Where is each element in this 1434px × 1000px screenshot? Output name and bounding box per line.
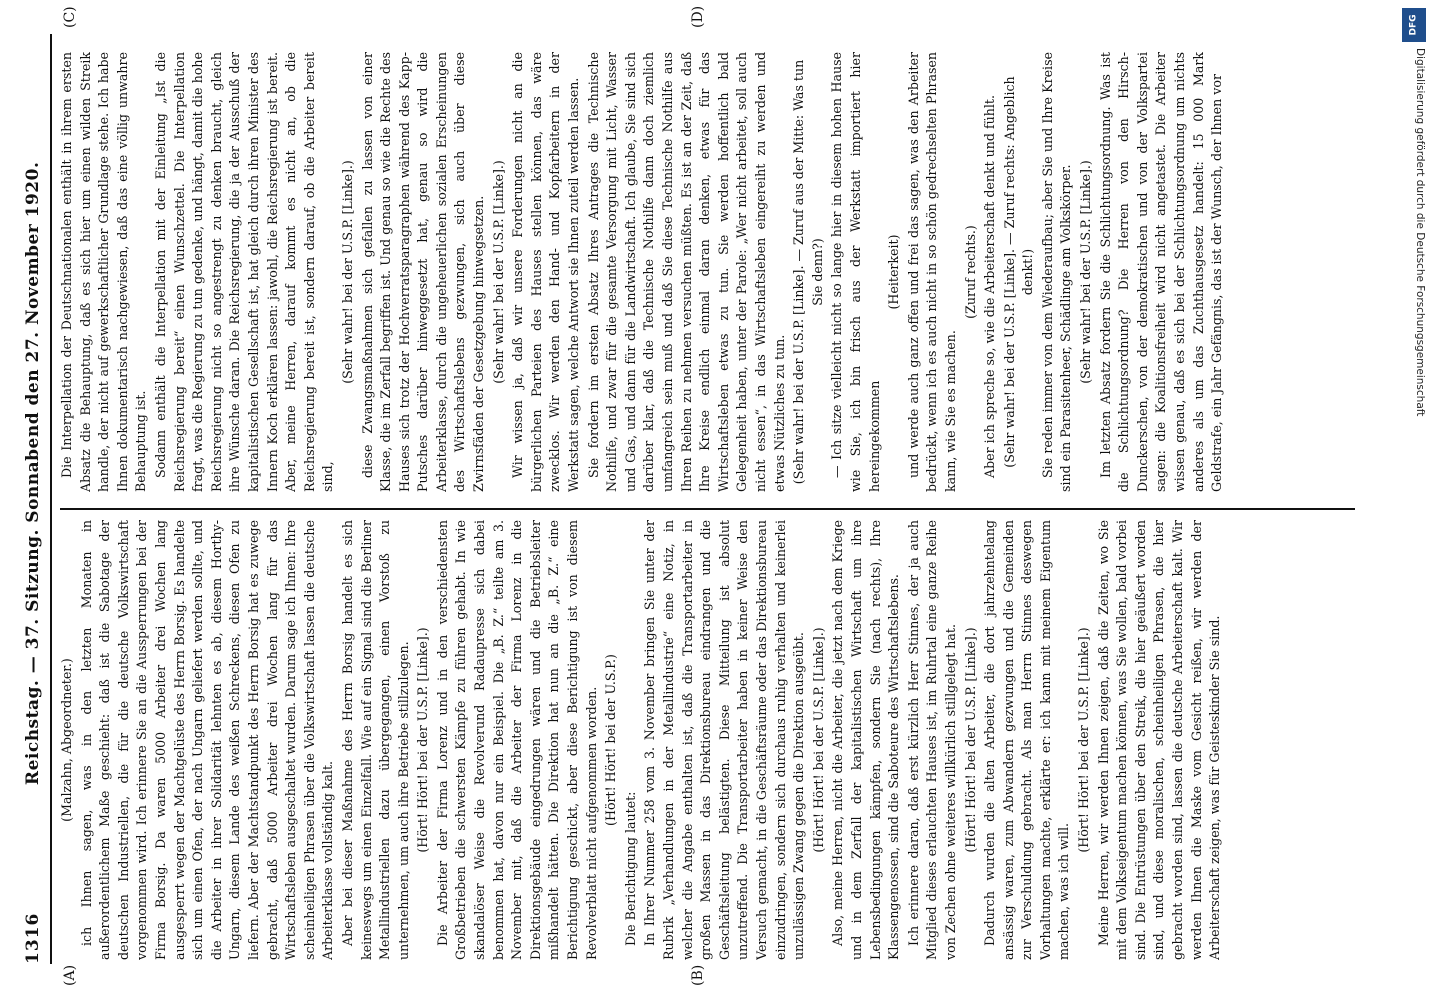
paragraph: Sie reden immer von dem Wiederaufbau; aber Sie und Ihre Kreise sind ein Parasitenheer, Schädlinge am Volkskörper. xyxy=(1039,52,1074,492)
page-header xyxy=(18,34,48,964)
margin-mark-b: (B) xyxy=(690,964,706,986)
paragraph: Meine Herren, wir werden Ihnen zeigen, daß die Zeiten, wo Sie mit dem Volkseigentum machen können, was Sie wollen, bald vorbei sind. Die Entrüstungen über den Streik, die hier geäußert worden sind, und diese moralischen, scheinheiligen Phrasen, die hier gebracht worden sind, lassen die deutsche Arbeiterschaft kalt. Wir werden Ihnen die Maske vom Gesicht reißen, wir werden der Arbeiterschaft zeigen, was für Geisteskinder Sie sind. xyxy=(1095,520,1223,960)
paragraph: (Malzahn, Abgeordneter.) xyxy=(59,658,74,822)
paragraph: (Heiterkeit) xyxy=(886,234,902,310)
digitization-credit xyxy=(1400,0,1430,1000)
paragraph: In Ihrer Nummer 258 vom 3. November bringen Sie unter der Rubrik „Verhandlungen in der Metallindustrie“ eine Notiz, in welcher die Angabe enthalten ist, daß die Transportarbeiter in großen Massen in das Direktionsbureau eindrangen und die Geschäftsleitung belästigten. Diese Mitteilung ist absolut unzutreffend. Die Transportarbeiter haben in keiner Weise den Versuch gemacht, in die Geschäftsräume oder das Direktionsbureau einzudringen, sondern sich durchaus ruhig verhalten und keinerlei unzulässigen Zwang gegen die Direktion ausgeübt. xyxy=(642,520,807,960)
paragraph: Sodann enthält die Interpellation mit der Einleitung „Ist die Reichsregierung bereit“ einen Wunschzettel. Die Interpellation fragt, was die Regierung zu tun gedenke, und hängt, damit die hohe Reichsregierung nicht so angestrengt zu denken braucht, gleich ihre Wünsche daran. Die Reichsregierung, die ja der Ausschuß der kapitalistischen Gesellschaft ist, hat gleich durch ihren Minister des Innern Koch erklären lassen: jawohl, die Reichsregierung ist bereit. Aber, meine Herren, darauf kommt es nicht an, ob die Reichsregierung bereit ist, sondern darauf, ob die Arbeiter bereit sind, xyxy=(152,52,336,492)
paragraph: (Sehr wahr! bei der U.S.P. [Linke].) xyxy=(1078,160,1094,384)
paragraph: und werde auch ganz offen und frei das sagen, was den Arbeiter bedrückt, wenn ich es auch nicht in so schön gedrechselten Phrasen kann, wie Sie es machen. xyxy=(905,52,958,492)
paragraph: (Zuruf rechts.) xyxy=(962,225,978,319)
page-title: Reichstag. — 37. Sitzung. Sonnabend den 27. November 1920. xyxy=(23,161,43,786)
paragraph: ich Ihnen sagen, was in den letzten Monaten in außerordentlichem Maße geschieht: daß ist die Sabotage der deutschen Industriellen, die für die deutsche Volkswirtschaft vorgenommen wird. Ich erinnere Sie an die Aussperrungen bei der Firma Borsig. Da waren 5000 Arbeiter drei Wochen lang ausgesperrt wegen der Machtgelüste des Herrn Borsig. Es handelte sich um einen Ofen, der nach Ungarn geliefert werden sollte, und die Arbeiter in ihrer Solidarität lehnten es ab, diesem Horthy-Ungarn, diesem Lande des weißen Schreckens, diesen Ofen zu liefern. Aber der Machtstandpunkt des Herrn Borsig hat es zuwege gebracht, daß 5000 Arbeiter drei Wochen lang für das Wirtschaftsleben ausgeschaltet wurden. Darum sage ich Ihnen: Ihre scheinheiligen Phrasen über die Volkswirtschaft lassen die deutsche Arbeiterklasse vollständig kalt. xyxy=(78,520,336,960)
paragraph: (Hört! Hört! bei der U.S.P. [Linke].) xyxy=(415,627,431,853)
dfg-logo: DFG xyxy=(1402,8,1426,42)
right-column xyxy=(58,52,1355,492)
paragraph: (Sehr wahr! bei der U.S.P. [Linke]. — Zuruf aus der Mitte: Was tun Sie denn?) xyxy=(791,59,825,485)
credit-text: Digitalisierung gefördert durch die Deutsche Forschungsgemeinschaft xyxy=(1414,48,1426,417)
paragraph: (Sehr wahr! bei der U.S.P. [Linke].) xyxy=(490,160,506,384)
margin-mark-d: (D) xyxy=(690,5,706,28)
paragraph: Also, meine Herren, nicht die Arbeiter, die jetzt nach dem Kriege und in dem Zerfall der kapitalistischen Wirtschaft um ihre Lebensbedingungen kämpfen, sondern Sie (nach rechts), Ihre Klassengenossen, sind die Saboteure des Wirtschaftslebens. xyxy=(830,520,902,960)
column-divider xyxy=(60,508,1355,510)
paragraph: (Sehr wahr! bei der U.S.P. [Linke]. — Zuruf rechts: Angeblich denkt!) xyxy=(1001,76,1036,468)
paragraph: Die Berichtigung lautet: xyxy=(622,791,638,946)
paragraph: (Hört! Hört! bei der U.S.P.) xyxy=(603,654,619,826)
paragraph: diese Zwangsmaßnahmen sich gefallen zu lassen von einer Klasse, die im Zerfall begriffen ist. Und genau so wie die Rechte des Hauses sich trotz der Hochverratsparagraphen während des Kapp-Putsches darüber hinweggesetzt hat, genau so wird die Arbeiterklasse, durch die ungeheuerlichen sozialen Erscheinungen des Wirtschaftslebens gezwungen, sich auch über diese Zwirnsfäden der Gesetzgebung hinwegsetzen. xyxy=(359,52,487,492)
paragraph: Die Arbeiter der Firma Lorenz und in den verschiedensten Großbetrieben die schwersten Kämpfe zu führen gehabt. In wie skandalöser Weise die Revolverund Radaupresse sich dabei benommen hat, davon nur ein Beispiel. Die „B. Z.“ teilte am 3. November mit, daß die Arbeiter der Firma Lorenz in die Direktionsgebäude eingedrungen wären und die Betriebsleiter mißhandelt hätten. Die Direktion hat nun an die „B. Z.“ eine Berichtigung geschickt, aber diese Berichtigung ist von diesem Revolverblatt nicht aufgenommen worden. xyxy=(434,520,599,960)
paragraph: Wir wissen ja, daß wir unsere Forderungen nicht an die bürgerlichen Parteien des Hauses stellen können, das wäre zwecklos. Wir werden den Hand- und Kopfarbeitern in der Werkstatt sagen, welche Antwort sie Ihnen zuteil werden lassen. xyxy=(510,52,582,492)
paragraph: (Hört! Hört! bei der U.S.P. [Linke].) xyxy=(962,627,978,853)
paragraph: (Sehr wahr! bei der U.S.P. [Linke].) xyxy=(339,160,355,384)
margin-mark-a: (A) xyxy=(62,964,78,986)
page-number: 1316 xyxy=(23,912,43,964)
paragraph: Im letzten Absatz fordern Sie die Schlichtungsordnung. Was ist die Schlichtungsordnung? Die Herren von den Hirsch-Dunckerschen, von der demokratischen und von der Volkspartei sagen: die Koalitionsfreiheit wird nicht angetastet. Die Arbeiter wissen genau, daß es sich bei der Schlichtungsordnung um nichts anderes als um das Zuchthausgesetz handelt: 15 000 Mark Geldstrafe, ein Jahr Gefängnis, das ist der Wunsch, der Ihnen vor xyxy=(1097,52,1225,492)
paragraph: Aber bei dieser Maßnahme des Herrn Borsig handelt es sich keineswegs um einen Einzelfall. Wie auf ein Signal sind die Berliner Metallindustriellen dazu übergegangen, einen Vorstoß zu unternehmen, um auch ihre Betriebe stillzulegen. xyxy=(339,520,411,960)
paragraph: — Ich sitze vielleicht nicht so lange hier in diesem hohen Hause wie Sie, ich bin frisch aus der Werkstatt importiert hier hereingekommen xyxy=(829,52,882,492)
paragraph: Dadurch wurden die alten Arbeiter, die dort jahrzehntelang ansässig waren, zum Abwandern gezwungen und die Gemeinden zur Verschuldung gebracht. Als man Herrn Stinnes deswegen Vorhaltungen machte, erklärte er: ich kann mit meinem Eigentum machen, was ich will. xyxy=(982,520,1072,960)
paragraph: (Hört! Hört! bei der U.S.P. [Linke].) xyxy=(1076,627,1092,853)
left-column xyxy=(58,520,1355,960)
header-rule xyxy=(50,34,52,964)
paragraph: Aber ich spreche so, wie die Arbeiterschaft denkt und fühlt. xyxy=(982,95,998,478)
paragraph: Ich erinnere daran, daß erst kürzlich Herr Stinnes, der ja auch Mitglied dieses erlauchten Hauses ist, im Ruhrtal eine ganze Reihe von Zechen ohne weiteres willkürlich stillgelegt hat. xyxy=(905,520,958,960)
paragraph: Sie fordern im ersten Absatz Ihres Antrages die Technische Nothilfe, und zwar für die gesamte Versorgung mit Licht, Wasser und Gas, und dann für die Landwirtschaft. Ich glaube, Sie sind sich darüber klar, daß die Technische Nothilfe dann doch ziemlich umfangreich sein muß und daß Sie diese Technische Nothilfe aus Ihren Reihen zu nehmen versuchen müßten. Es ist an der Zeit, daß Ihre Kreise endlich einmal daran denken, etwas für das Wirtschaftsleben etwas zu tun. Sie werden hoffentlich bald Gelegenheit haben, unter der Parole: „Wer nicht arbeitet, soll auch nicht essen“, in das Wirtschaftsleben eingereiht zu werden und etwas Nützliches zu tun. xyxy=(585,52,787,492)
margin-mark-c: (C) xyxy=(62,6,78,28)
paragraph: Die Interpellation der Deutschnationalen enthält in ihrem ersten Absatz die Behauptung, daß es sich hier um einen wilden Streik handle, der nicht auf gewerkschaftlicher Grundlage stehe. Ich habe Ihnen dokumentarisch nachgewiesen, daß das eine völlig unwahre Behauptung ist. xyxy=(59,52,149,492)
paragraph: (Hört! Hört! bei der U.S.P. [Linke].) xyxy=(810,627,826,853)
